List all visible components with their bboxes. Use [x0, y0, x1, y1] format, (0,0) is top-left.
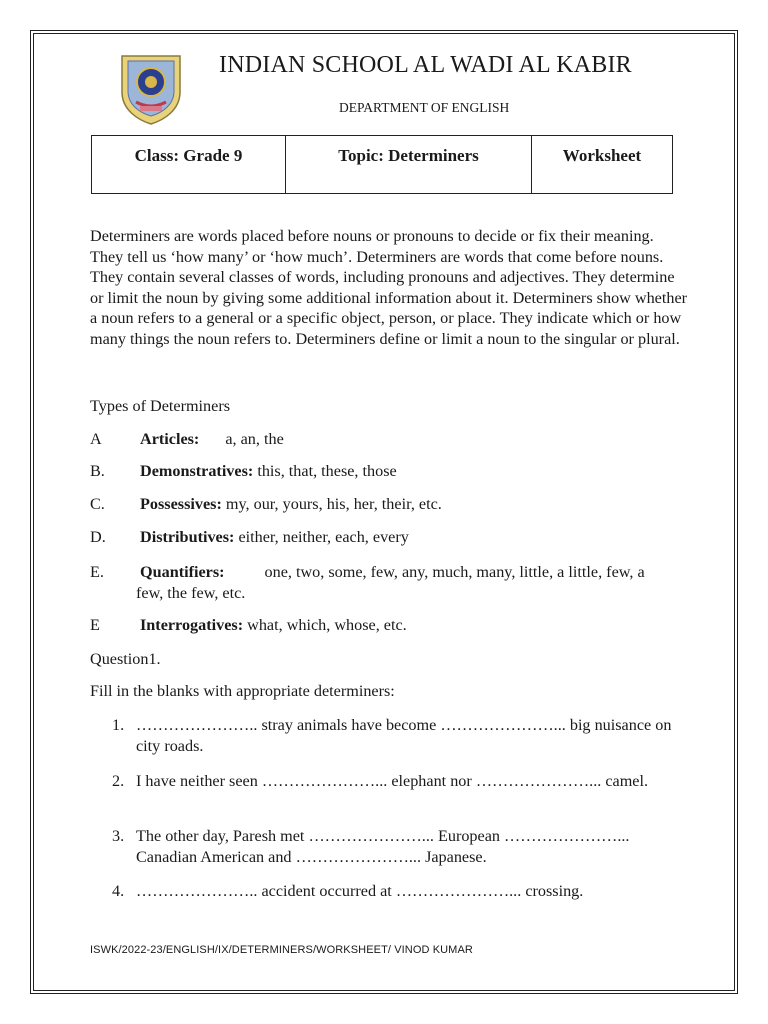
- type-examples: a, an, the: [225, 430, 284, 448]
- question-number: 2.: [112, 772, 125, 790]
- type-examples: one, two, some, few, any, much, many, little, a little, few, a few, the few, etc.: [136, 563, 645, 602]
- type-letter: D.: [90, 528, 106, 546]
- type-term: Interrogatives:: [140, 616, 244, 634]
- type-letter: E.: [90, 563, 104, 581]
- question-label: Question1.: [90, 650, 161, 668]
- type-examples: what, which, whose, etc.: [247, 616, 407, 634]
- info-table: [91, 135, 673, 194]
- question-text: ………………….. accident occurred at …………………... crossing.: [136, 882, 584, 900]
- type-letter: C.: [90, 495, 105, 513]
- question-number: 4.: [112, 882, 125, 900]
- worksheet-cell: Worksheet: [532, 136, 673, 194]
- type-letter: B.: [90, 462, 105, 480]
- type-term: Quantifiers:: [140, 563, 225, 581]
- department-name: DEPARTMENT OF ENGLISH: [339, 100, 510, 115]
- question-instruction: Fill in the blanks with appropriate determiners:: [90, 682, 395, 700]
- footer-reference: ISWK/2022-23/ENGLISH/IX/DETERMINERS/WORKSHEET/ VINOD KUMAR: [90, 944, 473, 956]
- question-text: The other day, Paresh met …………………... European …………………... Canadian American and …………………... Japanese.: [136, 827, 630, 866]
- school-name: INDIAN SCHOOL AL WADI AL KABIR: [219, 52, 632, 78]
- question-number: 1.: [112, 716, 125, 734]
- type-term: Possessives:: [140, 495, 222, 513]
- class-cell: Class: Grade 9: [92, 136, 286, 194]
- type-letter: E: [90, 616, 100, 634]
- question-number: 3.: [112, 827, 125, 845]
- question-text: ………………….. stray animals have become …………………... big nuisance on city roads.: [136, 716, 672, 755]
- type-examples: either, neither, each, every: [238, 528, 409, 546]
- topic-cell: Topic: Determiners: [286, 136, 532, 194]
- type-term: Articles:: [140, 430, 200, 448]
- type-term: Demonstratives:: [140, 462, 254, 480]
- school-crest-logo: [118, 52, 184, 126]
- type-examples: my, our, yours, his, her, their, etc.: [225, 495, 442, 513]
- type-examples: this, that, these, those: [257, 462, 397, 480]
- question-text: I have neither seen …………………... elephant nor …………………... camel.: [136, 772, 649, 790]
- type-term: Distributives:: [140, 528, 235, 546]
- intro-paragraph: Determiners are words placed before nouns or pronouns to decide or fix their meaning. They tell us ‘how many’ or ‘how much’. Determiners are words that come before nouns. They contain several classes of words, including pronouns and adjectives. They determine or limit the noun by giving some additional information about it. Determiners show whether a noun refers to a general or a specific object, person, or place. They indicate which or how many things the noun refers to. Determiners define or limit a noun to the singular or plural.: [90, 227, 688, 348]
- types-heading: Types of Determiners: [90, 397, 231, 415]
- type-letter: A: [90, 430, 102, 448]
